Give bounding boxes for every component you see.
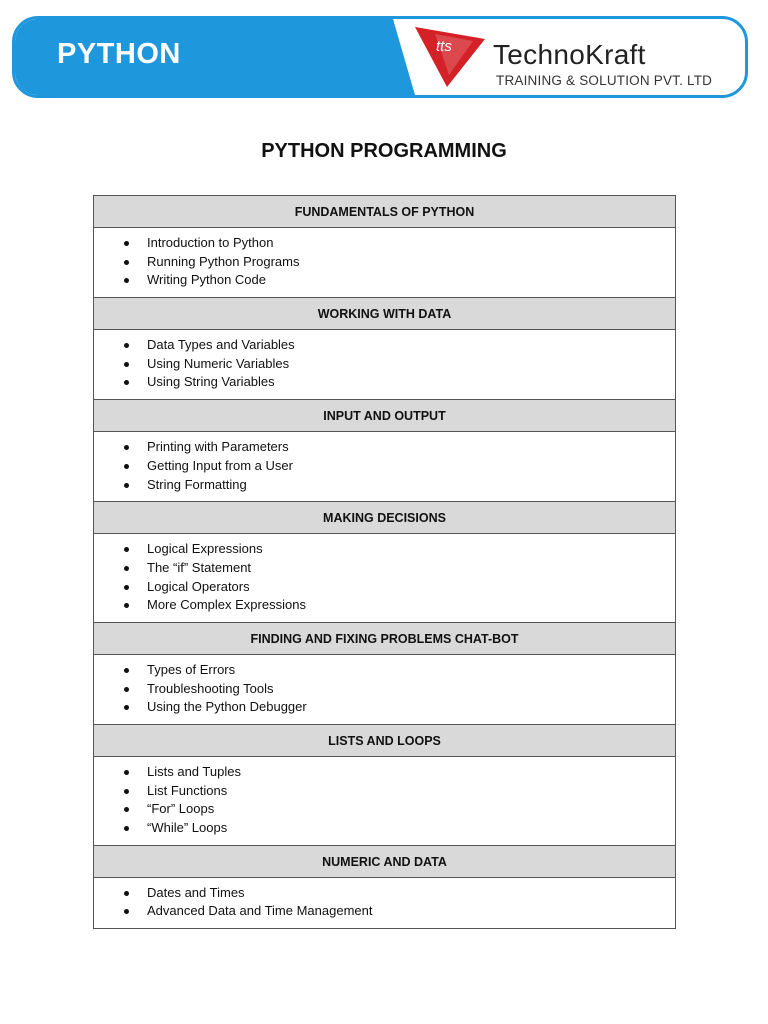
- topic-item: The “if” Statement: [94, 559, 675, 578]
- section-topic-list: [94, 432, 675, 501]
- section-heading: INPUT AND OUTPUT: [94, 399, 675, 432]
- banner-title: PYTHON: [57, 38, 181, 70]
- topic-item: Advanced Data and Time Management: [94, 902, 675, 921]
- topic-item: Using String Variables: [94, 373, 675, 392]
- brand-name: TechnoKraft: [493, 39, 646, 70]
- section-topic-list: [94, 228, 675, 297]
- topic-item: Types of Errors: [94, 661, 675, 680]
- technokraft-logo-icon: [415, 25, 491, 89]
- topic-item: Getting Input from a User: [94, 457, 675, 476]
- section-heading: NUMERIC AND DATA: [94, 845, 675, 878]
- header-banner: [12, 16, 748, 98]
- topic-item: Introduction to Python: [94, 234, 675, 253]
- topic-item: Running Python Programs: [94, 253, 675, 272]
- brand-tagline: TRAINING & SOLUTION PVT. LTD: [496, 73, 713, 88]
- topic-item: Writing Python Code: [94, 271, 675, 290]
- topic-item: Using the Python Debugger: [94, 698, 675, 717]
- syllabus-table: [93, 195, 676, 929]
- topic-item: Dates and Times: [94, 884, 675, 903]
- topic-item: Troubleshooting Tools: [94, 680, 675, 699]
- topic-item: String Formatting: [94, 476, 675, 495]
- section-topic-list: [94, 330, 675, 399]
- section-heading: FINDING AND FIXING PROBLEMS CHAT-BOT: [94, 622, 675, 655]
- section-topic-list: [94, 878, 675, 928]
- topic-item: “For” Loops: [94, 800, 675, 819]
- logo-mark-text: tts: [436, 38, 452, 55]
- section-heading: MAKING DECISIONS: [94, 501, 675, 534]
- section-topic-list: [94, 655, 675, 724]
- topic-item: Using Numeric Variables: [94, 355, 675, 374]
- topic-item: Data Types and Variables: [94, 336, 675, 355]
- section-heading: FUNDAMENTALS OF PYTHON: [94, 195, 675, 228]
- topic-item: More Complex Expressions: [94, 596, 675, 615]
- topic-item: “While” Loops: [94, 819, 675, 838]
- topic-item: Printing with Parameters: [94, 438, 675, 457]
- topic-item: List Functions: [94, 782, 675, 801]
- section-topic-list: [94, 534, 675, 622]
- topic-item: Lists and Tuples: [94, 763, 675, 782]
- topic-item: Logical Operators: [94, 578, 675, 597]
- topic-item: Logical Expressions: [94, 540, 675, 559]
- section-heading: WORKING WITH DATA: [94, 297, 675, 330]
- section-topic-list: [94, 757, 675, 845]
- section-heading: LISTS AND LOOPS: [94, 724, 675, 757]
- page-title: PYTHON PROGRAMMING: [261, 140, 507, 162]
